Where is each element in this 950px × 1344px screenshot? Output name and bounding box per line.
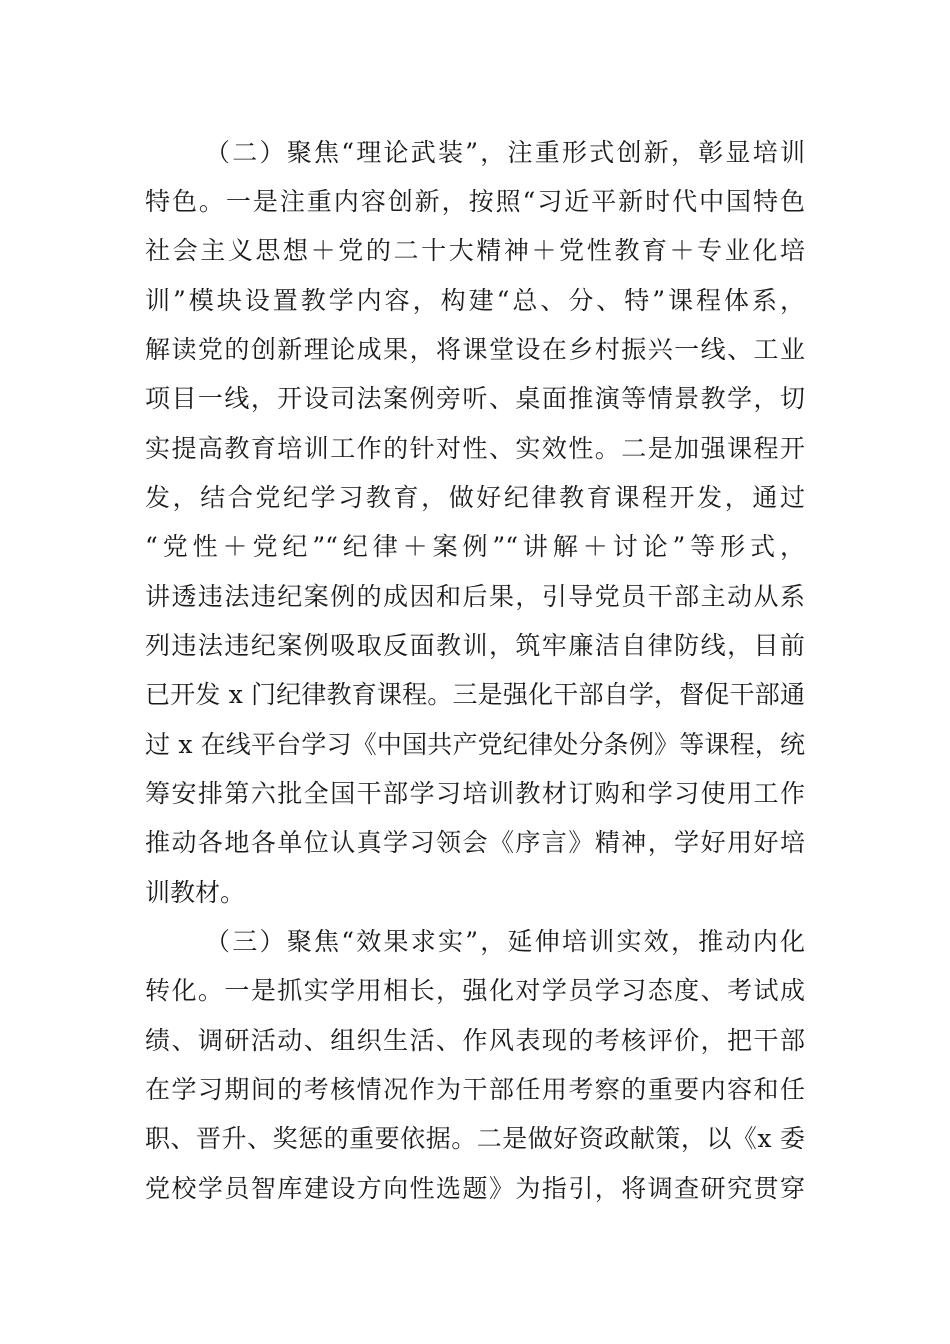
paragraph-2-line-3: 社会主义思想＋党的二十大精神＋党性教育＋专业化培: [145, 236, 805, 265]
paragraph-3-line-4: 在学习期间的考核情况作为干部任用考察的重要内容和任: [145, 1075, 805, 1104]
paragraph-3-line-5: 职、晋升、奖惩的重要依据。二是做好资政献策，以《x 委: [145, 1124, 805, 1153]
paragraph-2-line-7: 实提高教育培训工作的针对性、实效性。二是加强课程开: [145, 434, 805, 463]
paragraph-2-line-5: 解读党的创新理论成果，将课堂设在乡村振兴一线、工业: [145, 335, 805, 364]
paragraph-2-line-1: （二）聚焦“理论武装”，注重形式创新，彰显培训: [205, 138, 805, 167]
paragraph-3-line-1: （三）聚焦“效果求实”，延伸培训实效，推动内化: [205, 927, 805, 956]
paragraph-3-line-2: 转化。一是抓实学用相长，强化对学员学习态度、考试成: [145, 976, 805, 1005]
paragraph-2-line-2: 特色。一是注重内容创新，按照“习近平新时代中国特色: [145, 187, 805, 216]
paragraph-2-line-16: 训教材。: [145, 878, 246, 907]
paragraph-2-line-13: 过 x 在线平台学习《中国共产党纪律处分条例》等课程，统: [145, 730, 805, 759]
paragraph-2-line-6: 项目一线，开设司法案例旁听、桌面推演等情景教学，切: [145, 384, 805, 413]
paragraph-2-line-8: 发，结合党纪学习教育，做好纪律教育课程开发，通过: [145, 483, 805, 512]
paragraph-2-line-11: 列违法违纪案例吸取反面教训，筑牢廉洁自律防线，目前: [145, 631, 805, 660]
paragraph-2-line-10: 讲透违法违纪案例的成因和后果，引导党员干部主动从系: [145, 582, 805, 611]
paragraph-2-line-14: 筹安排第六批全国干部学习培训教材订购和学习使用工作: [145, 779, 805, 808]
paragraph-2-line-15: 推动各地各单位认真学习领会《序言》精神，学好用好培: [145, 828, 805, 857]
paragraph-3-line-3: 绩、调研活动、组织生活、作风表现的考核评价，把干部: [145, 1026, 805, 1055]
paragraph-3-line-6: 党校学员智库建设方向性选题》为指引，将调查研究贯穿: [145, 1174, 805, 1203]
paragraph-2-line-9: “党性＋党纪”“纪律＋案例”“讲解＋讨论”等形式，: [145, 532, 805, 561]
paragraph-2-line-12: 已开发 x 门纪律教育课程。三是强化干部自学，督促干部通: [145, 680, 805, 709]
paragraph-2-line-4: 训”模块设置教学内容，构建“总、分、特”课程体系，: [145, 286, 805, 315]
